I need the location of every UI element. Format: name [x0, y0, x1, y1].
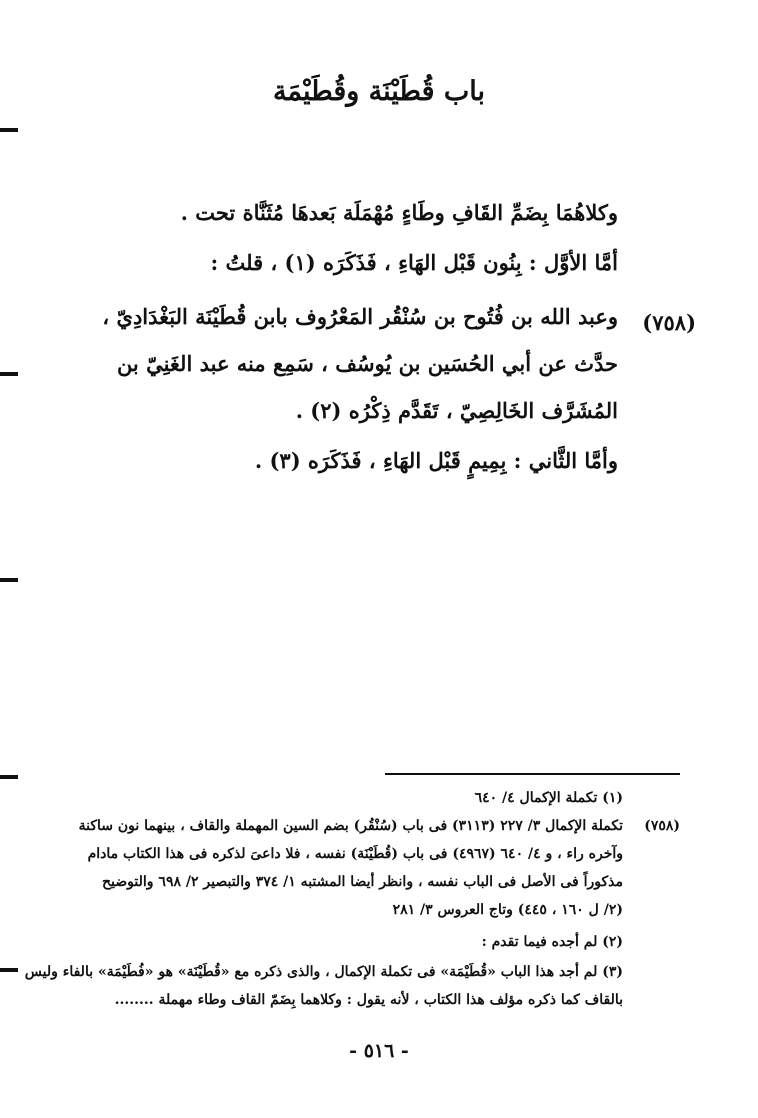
entry-line-1: وعبد الله بن فُتُوح بن سُنْقُر المَعْرُوف بابن قُطَيْنَة البَغْدَادِيّ ،	[102, 304, 618, 329]
left-edge-mark	[0, 775, 18, 779]
footnote-758-line-1: تكملة الإكمال ٣/ ٢٢٧ (٣١١٣) فى باب (سُنْقُر) بضم السين المهملة والقاف ، بينهما نون ساكنة	[78, 818, 623, 834]
chapter-title: باب قُطَيْنَة وقُطَيْمَة	[272, 76, 486, 107]
first-name-line: أمَّا الأوَّل : بِنُون قَبْل الهَاءِ ، فَذَكَرَه (١) ، قلتُ :	[210, 250, 618, 275]
footnote-1: (١) تكملة الإكمال ٤/ ٦٤٠	[474, 790, 623, 806]
footnote-758-line-4: (٢/ ل ١٦٠ ، ٤٤٥) وتاج العروس ٣/ ٢٨١	[392, 902, 623, 918]
intro-line: وكلاهُمَا بِضَمِّ القَافِ وطَاءٍ مُهْمَلَة بَعدهَا مُثَنَّاة تحت .	[180, 200, 618, 225]
footnote-separator	[385, 773, 680, 775]
entry-number: (٧٥٨)	[642, 310, 696, 335]
entry-line-3: المُشَرَّف الخَالِصِيّ ، تَقَدَّم ذِكْرُه (٢) .	[295, 398, 618, 423]
footnote-758-line-3: مذكوراً فى الأصل فى الباب نفسه ، وانظر أيضا المشتبه ١/ ٣٧٤ والتبصير ٢/ ٦٩٨ والتوضيح	[102, 874, 623, 890]
left-edge-mark	[0, 372, 18, 376]
footnote-3-line-1: (٣) لم أجد هذا الباب «قُطَيْمَة» فى تكملة الإكمال ، والذى ذكره مع «قُطَيْنَة» هو «فُطَيْمَة» بالفاء وليس	[24, 964, 623, 980]
left-edge-mark	[0, 578, 18, 582]
footnote-entry-number: (٧٥٨)	[644, 818, 680, 834]
left-edge-mark	[0, 968, 18, 972]
footnote-2: (٢) لم أجده فيما تقدم :	[481, 934, 623, 950]
footnote-758-line-2: وآخره راء ، و ٤/ ٦٤٠ (٤٩٦٧) فى باب (قُطَيْنَة) نفسه ، فلا داعىَ لذكره فى هذا الكتاب مادام	[87, 846, 623, 862]
page-number: - ٥١٦ -	[349, 1040, 409, 1062]
second-name-line: وأمَّا الثَّاني : بِمِيمٍ قَبْل الهَاءِ ، فَذَكَرَه (٣) .	[254, 448, 618, 473]
entry-line-2: حدَّث عن أبي الحُسَين بن يُوسُف ، سَمِع منه عبد الغَنِيّ بن	[116, 351, 618, 376]
left-edge-mark	[0, 128, 18, 132]
footnote-3-line-2: بالقاف كما ذكره مؤلف هذا الكتاب ، لأنه يقول : وكلاهما بِضَمّ القاف وطاء مهملة ........	[114, 992, 623, 1008]
